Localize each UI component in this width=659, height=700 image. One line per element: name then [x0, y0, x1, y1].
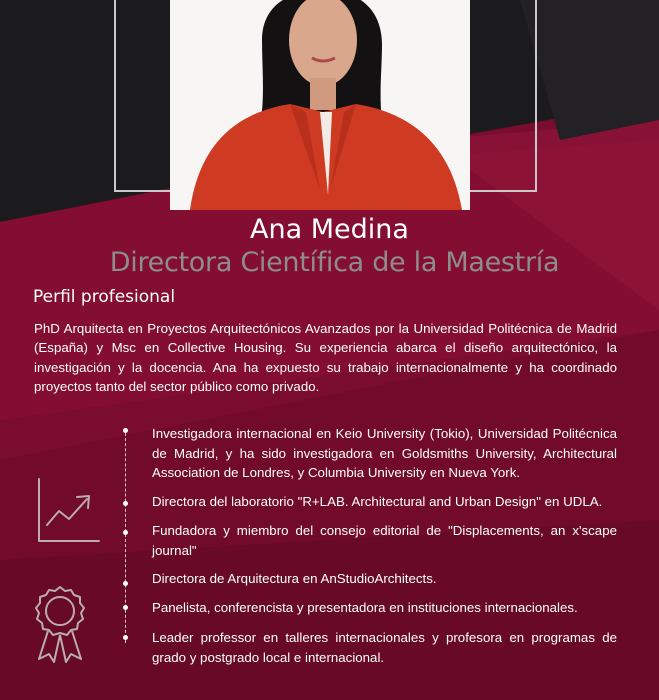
timeline-dot [123, 581, 128, 586]
timeline-dot [123, 605, 128, 610]
profile-summary: PhD Arquitecta en Proyectos Arquitectónicos Avanzados por la Universidad Politécnica de Madrid (España) y Msc en Collective Housing. Su experiencia abarca el diseño arquitectónico, la investigación y la docencia. Ana ha expuesto su trabajo internacionalmente y ha coordinado proyectos tanto del sector público como privado. [34, 321, 617, 394]
highlight-item: Directora de Arquitectura en AnStudioArchitects. [152, 571, 437, 586]
timeline-dot [123, 635, 128, 640]
profile-photo [170, 0, 470, 210]
section-title: Perfil profesional [33, 287, 176, 307]
timeline-dot [123, 530, 128, 535]
highlight-item: Directora del laboratorio "R+LAB. Architectural and Urban Design" en UDLA. [152, 494, 603, 509]
award-ribbon-icon [33, 585, 87, 670]
person-role: Directora Científica de la Maestría [109, 247, 560, 278]
highlight-item: Fundadora y miembro del consejo editorial de "Displacements, an x'scape journal" [152, 523, 617, 558]
highlight-item: Investigadora internacional en Keio University (Tokio), Universidad Politécnica de Madrid, y ha sido investigadora en Goldsmiths University, Architectural Association de Londres, y Columbia University en Nueva York. [152, 426, 617, 480]
growth-chart-icon [29, 475, 101, 552]
highlight-item: Panelista, conferencista y presentadora en instituciones internacionales. [152, 600, 578, 615]
timeline-line [125, 428, 127, 643]
timeline-dot [123, 428, 128, 433]
timeline-dot [123, 501, 128, 506]
person-name: Ana Medina [250, 214, 409, 245]
highlight-item: Leader professor en talleres internacionales y profesora en programas de grado y postgrado local e internacional. [152, 630, 617, 665]
